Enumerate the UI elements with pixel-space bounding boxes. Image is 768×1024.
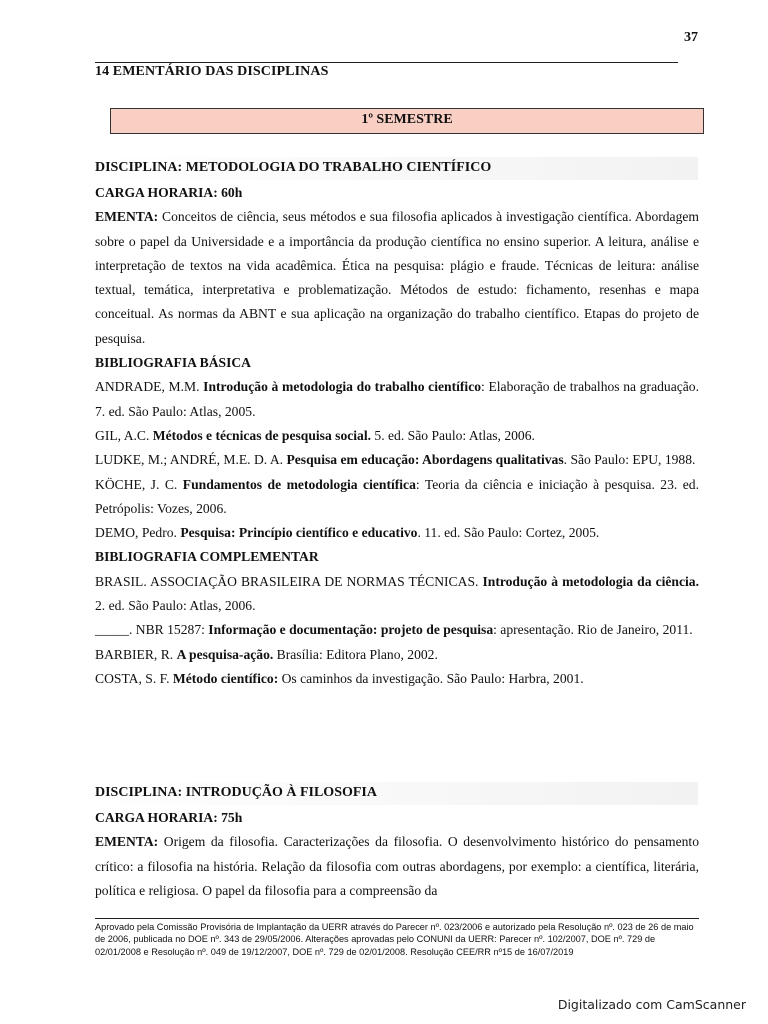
reference-author: DEMO, Pedro. [95,525,181,541]
bibliography-entry [95,424,699,448]
basic-bibliography-title: BIBLIOGRAFIA BÁSICA [95,355,251,371]
reference-author: GIL, A.C. [95,427,153,443]
ementa-text: Conceitos de ciência, seus métodos e sua filosofia aplicados à investigação científica. Abordagem sobre o papel da Universidade e a importância da produção científica no ensino superior. A leitura, análise e interpretação de textos na vida acadêmica. Ética na pesquisa: plágio e fraude. Técnicas de leitura: análise textual, temática, interpretativa e problematização. Métodos de estudo: fichamento, resenhas e mapa conceitual. As normas da ABNT e sua aplicação na organização do trabalho científico. Etapas do projeto de pesquisa. [95,209,699,346]
bibliography-entry [95,667,699,691]
reference-details: Brasília: Editora Plano, 2002. [273,646,438,662]
section-title: 14 EMENTÁRIO DAS DISCIPLINAS [95,64,329,79]
reference-details: Os caminhos da investigação. São Paulo: Harbra, 2001. [278,670,584,686]
reference-author: _____. NBR 15287: [95,622,209,638]
workload: CARGA HORARIA: 60h [95,185,243,200]
ementa-label: EMENTA: [95,209,159,225]
reference-details: : apresentação. Rio de Janeiro, 2011. [493,622,693,638]
bibliography-entry [95,570,699,619]
footer-note: Aprovado pela Comissão Provisória de Implantação da UERR através do Parecer nº. 023/2006 e autorizado pela Resolução nº. 023 de 26 de maio de 2006, publicada no DOE nº. 343 de 29/05/2006. Alterações aprovadas pelo CONUNI da UERR: Parecer nº. 102/2007, DOE nº. 729 de 02/01/2008 e Resolução nº. 049 de 19/12/2007, DOE nº. 729 de 02/01/2008. Resolução CEE/RR nº15 de 16/07/2019 [95,922,694,957]
reference-title: Pesquisa: Princípio científico e educativo [180,525,418,541]
reference-title: Método científico: [172,670,279,686]
footer-rule [95,918,699,919]
discipline-heading: DISCIPLINA: METODOLOGIA DO TRABALHO CIENTÍFICO [95,157,698,180]
scanner-watermark: Digitalizado com CamScanner [557,997,746,1012]
bibliography-entry [95,643,699,667]
reference-title: Introdução à metodologia da ciência. [482,573,699,589]
ementa-label: EMENTA: [95,834,159,850]
bibliography-entry [95,448,699,472]
reference-author: BRASIL. ASSOCIAÇÃO BRASILEIRA DE NORMAS TÉCNICAS. [95,573,483,589]
complementary-bibliography-list [95,570,699,691]
reference-details: 2. ed. São Paulo: Atlas, 2006. [95,598,256,614]
reference-title: Métodos e técnicas de pesquisa social. [152,427,372,443]
workload: CARGA HORARIA: 75h [95,810,243,825]
bibliography-entry [95,618,699,642]
reference-author: LUDKE, M.; ANDRÉ, M.E. D. A. [95,452,287,468]
reference-title: Informação e documentação: projeto de pesquisa [208,622,494,638]
bibliography-entry [95,521,699,545]
reference-author: ANDRADE, M.M. [95,379,204,395]
bibliography-entry [95,473,699,522]
reference-title: Introdução à metodologia do trabalho científico [203,379,482,395]
page-number: 37 [684,30,698,45]
semester-banner: 1º SEMESTRE [110,108,704,134]
ementa-text: Origem da filosofia. Caracterizações da filosofia. O desenvolvimento histórico do pensamento crítico: a filosofia na história. Relação da filosofia com outras abordagens, por exemplo: a científica, literária, política e religiosa. O papel da filosofia para a compreensão da [95,834,699,898]
ementa [95,830,699,903]
basic-bibliography-list [95,375,699,545]
complementary-bibliography-title: BIBLIOGRAFIA COMPLEMENTAR [95,549,319,565]
reference-title: Pesquisa em educação: Abordagens qualitativas [286,452,564,468]
reference-author: BARBIER, R. [95,646,177,662]
reference-author: COSTA, S. F. [95,670,173,686]
reference-details: . São Paulo: EPU, 1988. [563,452,696,468]
reference-details: : Teoria da ciência e iniciação à pesquisa. 23. ed. Petrópolis: Vozes, 2006. [95,476,699,516]
discipline-heading: DISCIPLINA: INTRODUÇÃO À FILOSOFIA [95,782,698,805]
reference-author: KÖCHE, J. C. [95,476,183,492]
reference-details: 5. ed. São Paulo: Atlas, 2006. [371,427,535,443]
reference-details: : Elaboração de trabalhos na graduação. 7. ed. São Paulo: Atlas, 2005. [95,379,700,419]
reference-details: . 11. ed. São Paulo: Cortez, 2005. [417,525,600,541]
discipline-body [95,806,699,903]
header-rule [95,62,678,63]
reference-title: A pesquisa-ação. [176,646,274,662]
discipline-body [95,181,699,691]
reference-title: Fundamentos de metodologia científica [182,476,416,492]
bibliography-entry [95,375,699,424]
ementa [95,205,699,351]
